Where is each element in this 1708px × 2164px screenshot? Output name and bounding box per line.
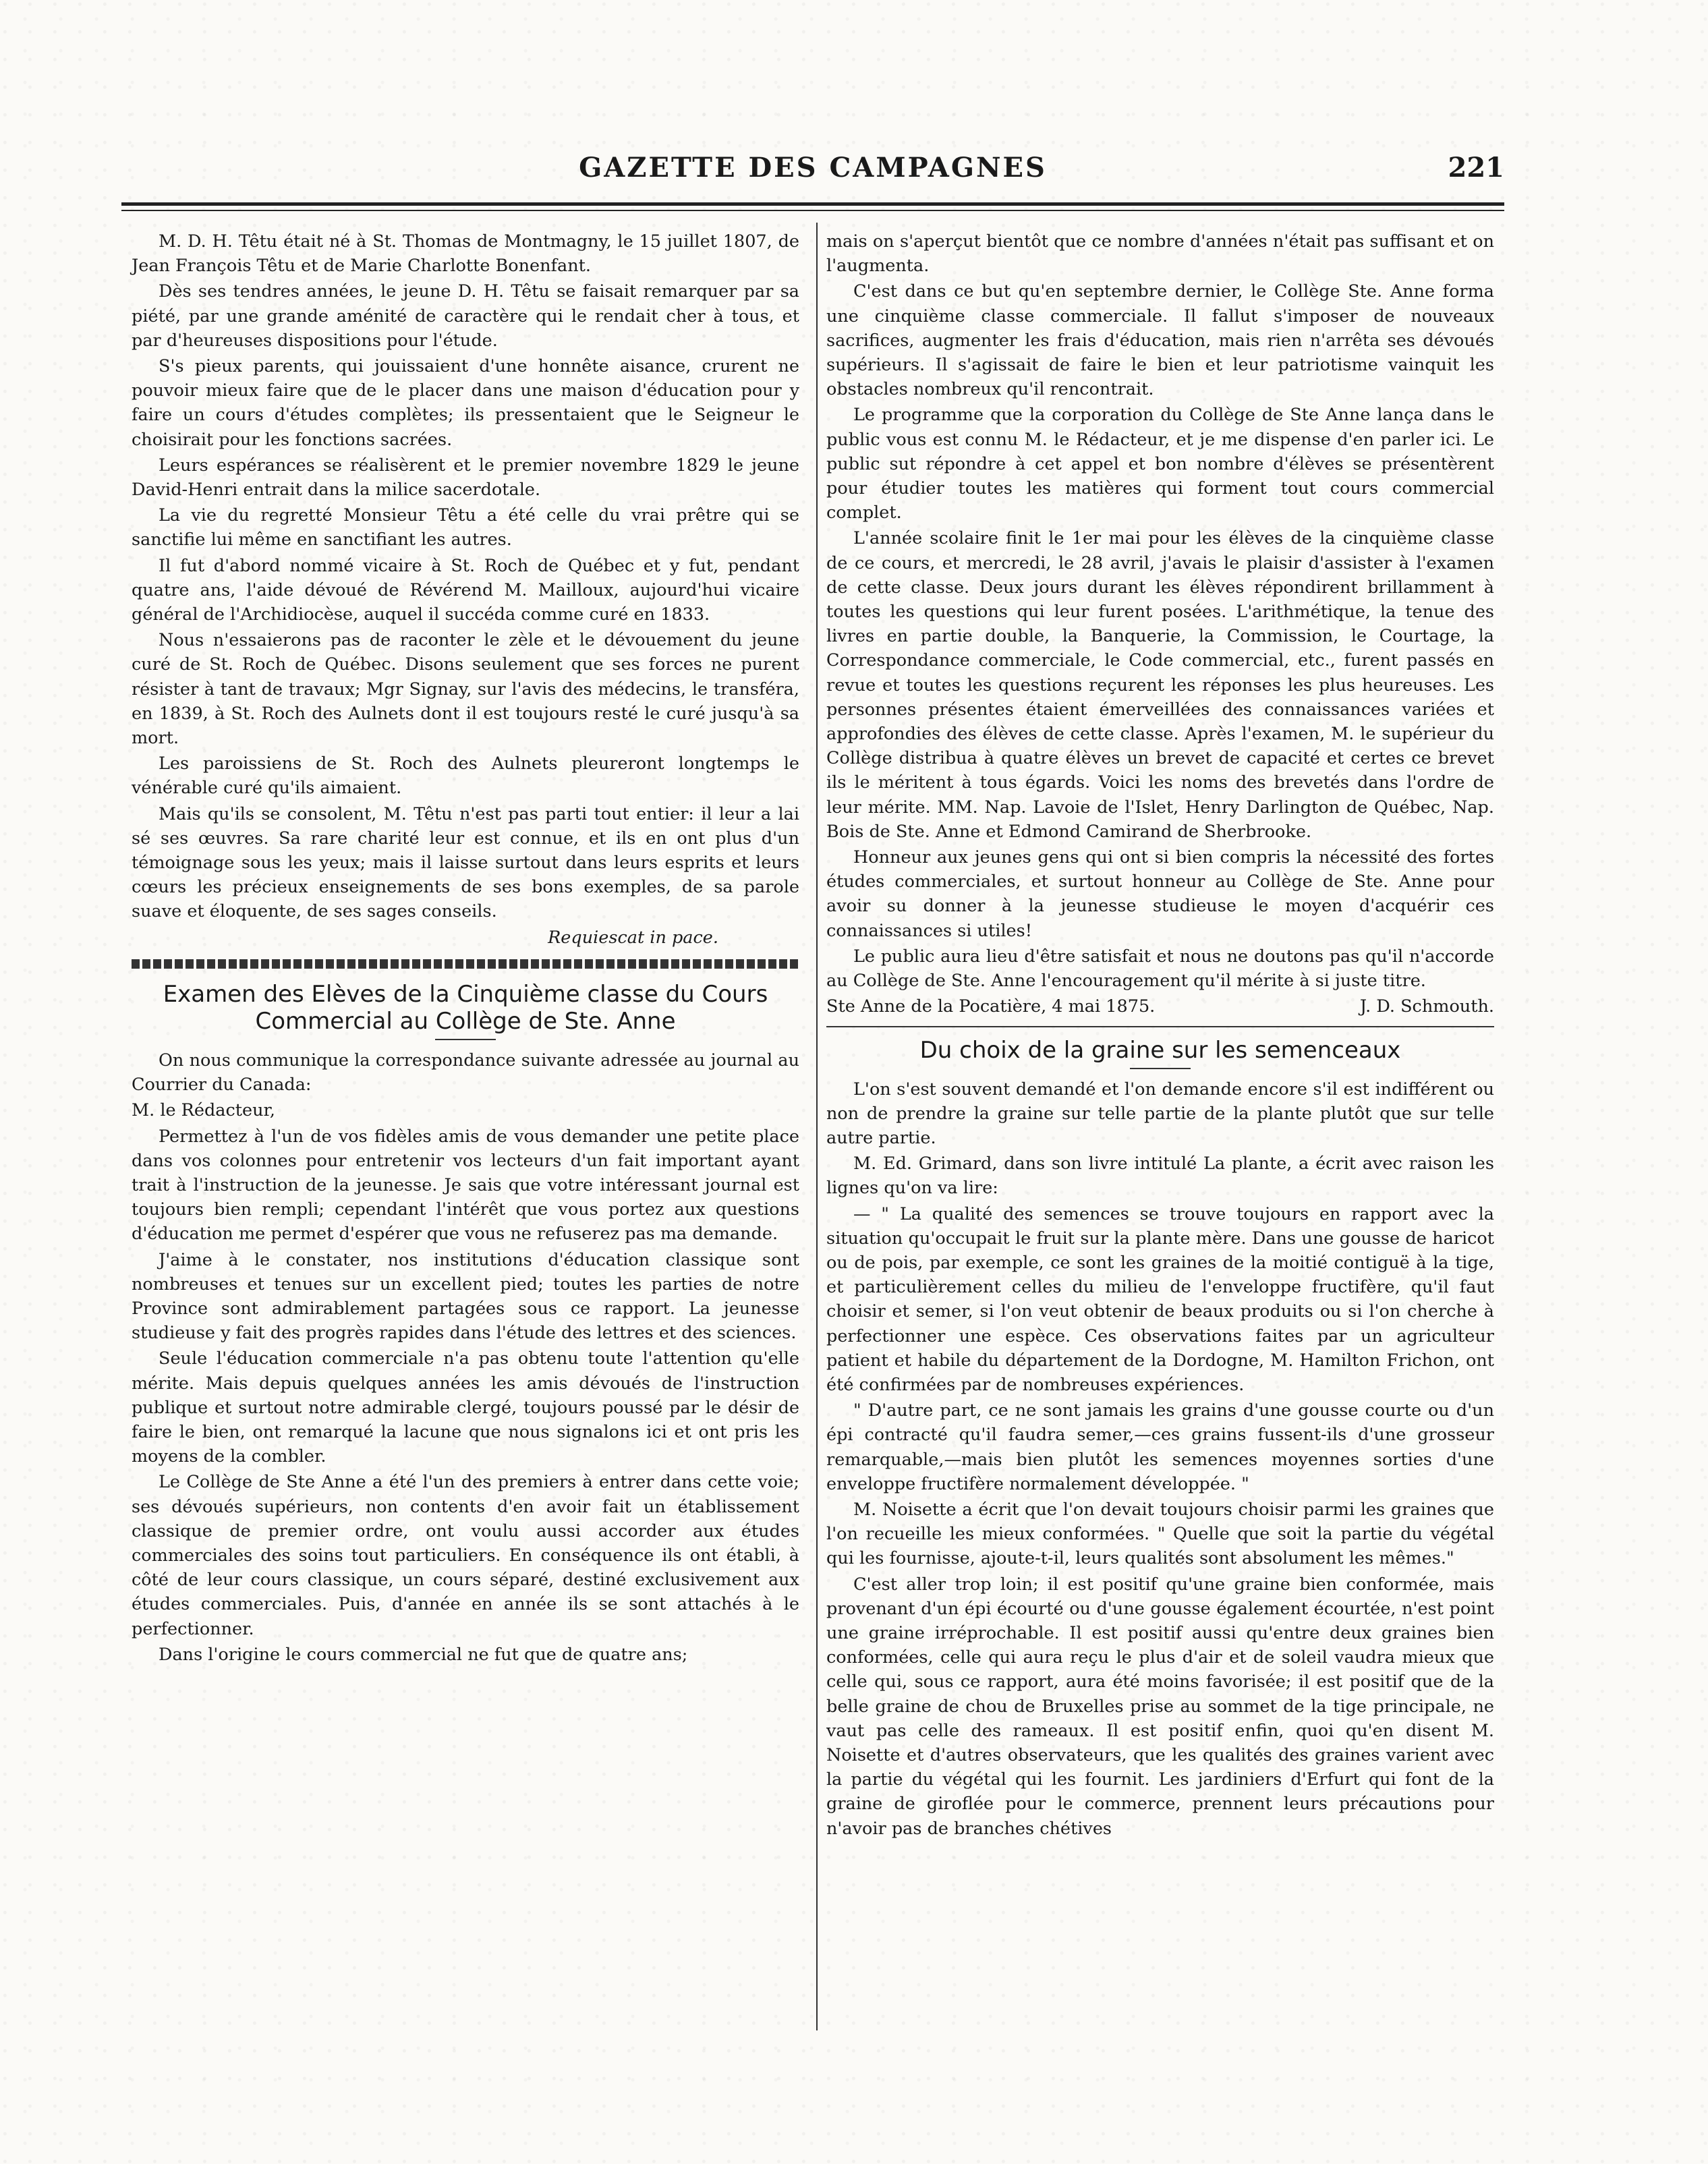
- dateline: [826, 994, 1494, 1019]
- paragraph: L'on s'est souvent demandé et l'on demande encore s'il est indifférent ou non de prendre la graine sur telle partie de la plante plutôt que sur telle autre partie.: [826, 1079, 1494, 1148]
- paragraph: M. D. H. Têtu était né à St. Thomas de Montmagny, le 15 juillet 1807, de Jean François Têtu et de Marie Charlotte Bonenfant.: [132, 231, 799, 277]
- paragraph: Leurs espérances se réalisèrent et le premier novembre 1829 le jeune David-Henri entrait dans la milice sacerdotale.: [132, 455, 799, 501]
- dateline-author: J. D. Schmouth.: [1359, 996, 1494, 1017]
- section-rule: [826, 1026, 1494, 1027]
- publication-title: GAZETTE DES CAMPAGNES: [579, 152, 1047, 183]
- title-rule: [435, 1039, 496, 1040]
- left-column: [132, 229, 799, 1668]
- paragraph: Le programme que la corporation du Collège de Ste Anne lança dans le public vous est connu M. le Rédacteur, et je me dispense d'en parler ici. Le public sut répondre à cet appel et bon nombre d'élèves se présentèrent pour étudier toutes les matières qui forment tout cours commercial complet.: [826, 405, 1494, 523]
- article-title: Examen des Elèves de la Cinquième classe du Cours Commercial au Collège de Ste. Anne: [163, 980, 768, 1035]
- paragraph: M. Ed. Grimard, dans son livre intitulé La plante, a écrit avec raison les lignes qu'on va lire:: [826, 1154, 1494, 1199]
- header-rule: [121, 202, 1504, 211]
- paragraph: Honneur aux jeunes gens qui ont si bien compris la nécessité des fortes études commerciales, et surtout honneur au Collège de Ste. Anne pour avoir su donner à la jeunesse studieuse le moyen d'acquérir ces connaissances si utiles!: [826, 847, 1494, 941]
- paragraph: Il fut d'abord nommé vicaire à St. Roch de Québec et y fut, pendant quatre ans, l'aide dévoué de Révérend M. Mailloux, aujourd'hui vicaire général de l'Archidiocèse, auquel il succéda comme curé en 1833.: [132, 555, 799, 625]
- paragraph: C'est aller trop loin; il est positif qu'une graine bien conformée, mais provenant d'un épi écourté ou d'une gousse également écourtée, n'est point une graine irréprochable. Il est positif aussi qu'entre deux graines bien conformées, celle qui aura reçu le plus d'air et de soleil vaudra mieux que celle qui, sous ce rapport, aura été moins favorisée; il est positif que de la belle graine de chou de Bruxelles prise au sommet de la tige principale, ne vaut pas celle des rameaux. Il est positif enfin, quoi qu'en disent M. Noisette et d'autres observateurs, que les qualités des graines varient avec la partie du végétal qui les fournit. Les jardiniers d'Erfurt qui font de la graine de giroflée pour le commerce, prennent leurs précautions pour n'avoir pas de branches chétives: [826, 1574, 1494, 1839]
- paragraph: Nous n'essaierons pas de raconter le zèle et le dévouement du jeune curé de St. Roch de Québec. Disons seulement que ses forces ne purent résister à tant de travaux; Mgr Signay, sur l'avis des médecins, le transféra, en 1839, à St. Roch des Aulnets dont il est toujours resté le curé jusqu'à sa mort.: [132, 630, 799, 749]
- right-column: [826, 229, 1494, 1842]
- paragraph: M. Noisette a écrit que l'on devait toujours choisir parmi les graines que l'on recueille les mieux conformées. " Quelle que soit la partie du végétal qui les fournisse, ajoute-t-il, leurs qualités sont absolument les mêmes.": [826, 1499, 1494, 1569]
- paragraph: Seule l'éducation commerciale n'a pas obtenu toute l'attention qu'elle mérite. Mais depuis quelques années les amis dévoués de l'instruction publique et surtout notre admirable clergé, toujours poussé par le désir de faire le bien, ont remarqué la lacune que nous signalons ici et ont pris les moyens de la combler.: [132, 1348, 799, 1467]
- paragraph: On nous communique la correspondance suivante adressée au journal au Courrier du Canada:: [132, 1050, 799, 1095]
- paragraph: Dans l'origine le cours commercial ne fut que de quatre ans;: [159, 1644, 688, 1665]
- title-rule: [1130, 1068, 1191, 1069]
- ornamental-divider: [132, 959, 799, 969]
- paragraph: mais on s'aperçut bientôt que ce nombre d'années n'était pas suffisant et on l'augmenta.: [826, 231, 1494, 277]
- dateline-place: Ste Anne de la Pocatière, 4 mai 1875.: [826, 996, 1156, 1017]
- paragraph: La vie du regretté Monsieur Têtu a été celle du vrai prêtre qui se sanctifie lui même en sanctifiant les autres.: [132, 505, 799, 550]
- paragraph: J'aime à le constater, nos institutions d'éducation classique sont nombreuses et tenues sur un excellent pied; toutes les parties de notre Province sont admirablement partagées sous ce rapport. La jeunesse studieuse y fait des progrès rapides dans l'étude des lettres et des sciences.: [132, 1249, 799, 1344]
- page-number: 221: [1448, 152, 1504, 183]
- closing-line: Requiescat in pace.: [548, 927, 718, 948]
- paragraph: Permettez à l'un de vos fidèles amis de vous demander une petite place dans vos colonnes pour entretenir vos lecteurs d'un fait important ayant trait à l'instruction de la jeunesse. Je sais que votre intéressant journal est toujours bien rempli; cependant l'intérêt que vous portez aux questions d'éducation me permet d'espérer que vous ne refuserez pas ma demande.: [132, 1126, 799, 1245]
- column-divider: [816, 223, 818, 2030]
- paragraph: C'est dans ce but qu'en septembre dernier, le Collège Ste. Anne forma une cinquième classe commerciale. Il fallut s'imposer de nouveaux sacrifices, augmenter les frais d'éducation, mais rien n'arrêta ses dévoués supérieurs. Il s'agissait de faire le bien et leur patriotisme vainquit les obstacles nombreux qu'il rencontrait.: [826, 281, 1494, 400]
- paragraph: S's pieux parents, qui jouissaient d'une honnête aisance, crurent ne pouvoir mieux faire que de le placer dans une maison d'éducation pour y faire un cours d'études complètes; ils pressentaient que le Seigneur le choisirait pour les fonctions sacrées.: [132, 356, 799, 450]
- paragraph: L'année scolaire finit le 1er mai pour les élèves de la cinquième classe de ce cours, et mercredi, le 28 avril, j'avais le plaisir d'assister à l'examen de cette classe. Deux jours durant les élèves répondirent brillamment à toutes les questions qui leur furent posées. L'arithmétique, la tenue des livres en partie double, la Banquerie, la Commission, le Courtage, la Correspondance commerciale, le Code commercial, etc., furent passés en revue et toutes les questions reçurent les réponses les plus heureuses. Les personnes présentes étaient émerveillées des connaissances variées et approfondies des élèves de cette classe. Après l'examen, M. le supérieur du Collège distribua à quatre élèves un brevet de capacité et certes ce brevet ils le méritent à tous égards. Voici les noms des brevetés dans l'ordre de leur mérite. MM. Nap. Lavoie de l'Islet, Henry Darlington de Québec, Nap. Bois de Ste. Anne et Edmond Camirand de Sherbrooke.: [826, 528, 1494, 842]
- paragraph: Les paroissiens de St. Roch des Aulnets pleureront longtemps le vénérable curé qu'ils aimaient.: [132, 753, 799, 799]
- paragraph: Mais qu'ils se consolent, M. Têtu n'est pas parti tout entier: il leur a lai sé ses œuvres. Sa rare charité leur est connue, et ils en ont plus d'un témoignage sous les yeux; mais il laisse surtout dans leurs esprits et leurs cœurs les précieux enseignements de ses bons exemples, de sa parole suave et éloquente, de ses sages conseils.: [132, 803, 799, 922]
- salutation: M. le Rédacteur,: [132, 1100, 276, 1121]
- paragraph: Le public aura lieu d'être satisfait et nous ne doutons pas qu'il n'accorde au Collège de Ste. Anne l'encouragement qu'il mérite à si juste titre.: [826, 946, 1494, 992]
- article-title: Du choix de la graine sur les semenceaux: [919, 1036, 1401, 1064]
- paragraph: — " La qualité des semences se trouve toujours en rapport avec la situation qu'occupait le fruit sur la plante mère. Dans une gousse de haricot ou de pois, par exemple, ce sont les graines de la moitié contiguë à la tige, et particulièrement celles du milieu de l'enveloppe fructifère, qu'il faut choisir et semer, si l'on veut obtenir de beaux produits ou si l'on cherche à perfectionner une espèce. Ces observations faites par un agriculteur patient et habile du département de la Dordogne, M. Hamilton Frichon, ont été confirmées par de nombreuses expériences.: [826, 1203, 1494, 1395]
- paragraph: Dès ses tendres années, le jeune D. H. Têtu se faisait remarquer par sa piété, par une grande aménité de caractère qui le rendait cher à tous, et par d'heureuses dispositions pour l'étude.: [132, 281, 799, 351]
- page-header: [121, 152, 1504, 192]
- paragraph: " D'autre part, ce ne sont jamais les grains d'une gousse courte ou d'un épi contracté qu'il faudra semer,—ces grains fussent-ils d'une grosseur remarquable,—mais bien plutôt les semences moyennes sorties d'une enveloppe fructifère normalement développée. ": [826, 1400, 1494, 1494]
- paragraph: Le Collège de Ste Anne a été l'un des premiers à entrer dans cette voie; ses dévoués supérieurs, non contents d'en avoir fait un établissement classique de premier ordre, ont voulu aussi accorder aux études commerciales des soins tout particuliers. En conséquence ils ont établi, à côté de leur cours classique, un cours séparé, destiné exclusivement aux études commerciales. Puis, d'année en année ils se sont attachés à le perfectionner.: [132, 1472, 799, 1639]
